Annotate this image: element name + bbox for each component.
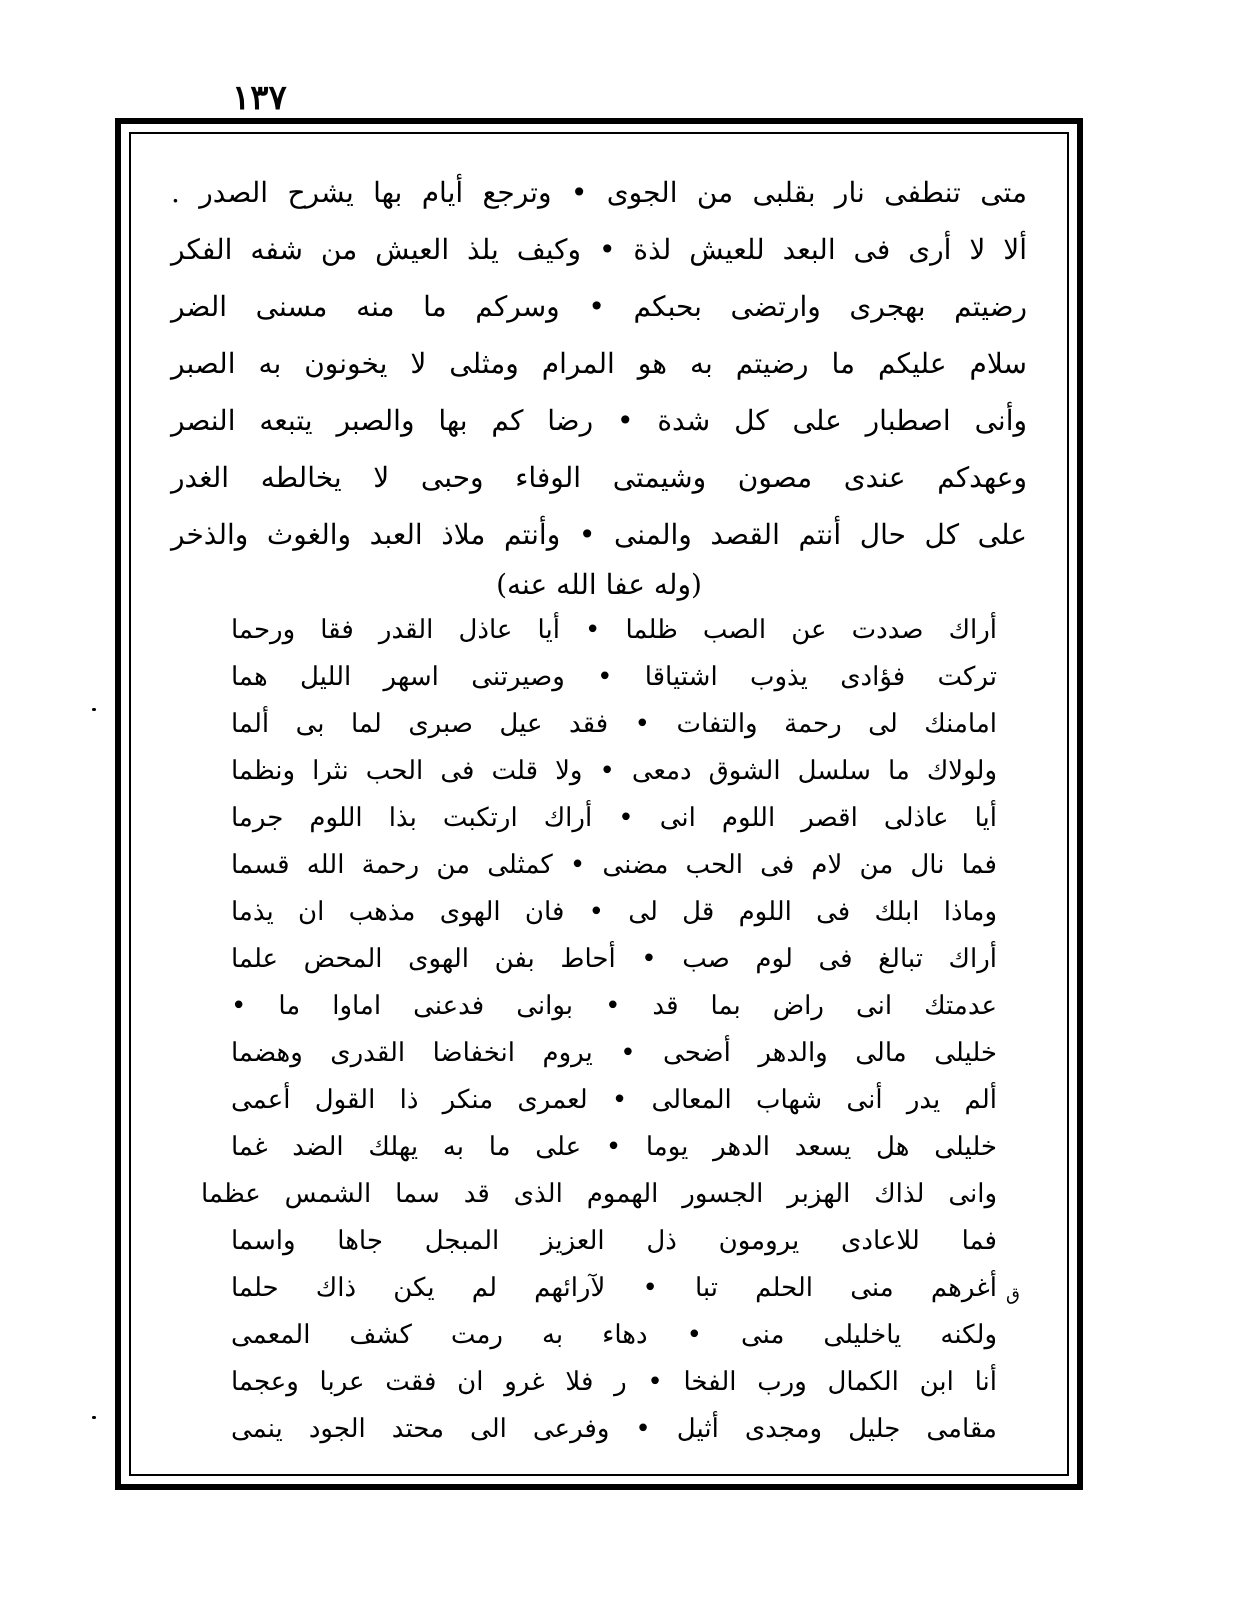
- verse-line: عدمتك انى راض بما قد • بوانى فدعنى اماوا ما •: [231, 991, 997, 1021]
- verse-line: أيا عاذلى اقصر اللوم انى • أراك ارتكبت بذا اللوم جرما: [231, 803, 997, 833]
- scan-speck: [92, 1416, 96, 1419]
- poem-verses: [171, 607, 1027, 1453]
- page-border-inner: [129, 132, 1069, 1476]
- verse-line: ولولاك ما سلسل الشوق دمعى • ولا قلت فى الحب نثرا ونظما: [231, 756, 997, 786]
- verse-line: أراك صددت عن الصب ظلما • أيا عاذل القدر فقا ورحما: [231, 615, 997, 645]
- verse-line: أنا ابن الكمال ورب الفخا • ر فلا غرو ان فقت عربا وعجما: [231, 1367, 997, 1397]
- prose-line: رضيتم بهجرى وارتضى بحبكم • وسركم ما منه مسنى الضر: [171, 290, 1027, 323]
- page-border: [115, 118, 1083, 1490]
- verse-line: وانى لذاك الهزبر الجسور الهموم الذى قد سما الشمس عظما: [201, 1179, 997, 1209]
- page-content: [171, 164, 1027, 1444]
- verse-line: خليلى مالى والدهر أضحى • يروم انخفاضا القدرى وهضما: [231, 1038, 997, 1068]
- verse-line: ولكنه ياخليلى منى • دهاء به رمت كشف المعمى: [231, 1320, 997, 1350]
- verse-line: أغرهم منى الحلم تبا • لآرائهم لم يكن ذاك حلما: [231, 1273, 997, 1303]
- prose-line: سلام عليكم ما رضيتم به هو المرام ومثلى لا يخونون به الصبر: [171, 347, 1027, 380]
- margin-note: ق: [1006, 1284, 1020, 1305]
- prose-line: متى تنطفى نار بقلبى من الجوى • وترجع أيام بها يشرح الصدر .: [171, 176, 1027, 209]
- verse-line: أراك تبالغ فى لوم صب • أحاط بفن الهوى المحض علما: [231, 944, 997, 974]
- verse-line: امامنك لى رحمة والتفات • فقد عيل صبرى لما بى ألما: [231, 709, 997, 739]
- verse-line: تركت فؤادى يذوب اشتياقا • وصيرتنى اسهر الليل هما: [231, 662, 997, 692]
- prose-line: على كل حال أنتم القصد والمنى • وأنتم ملاذ العبد والغوث والذخر: [171, 518, 1027, 551]
- prose-line: وعهدكم عندى مصون وشيمتى الوفاء وحبى لا يخالطه الغدر: [171, 461, 1027, 494]
- page-number: ١٣٧: [232, 78, 287, 118]
- verse-line: ألم يدر أنى شهاب المعالى • لعمرى منكر ذا القول أعمى: [231, 1085, 997, 1115]
- verse-line: خليلى هل يسعد الدهر يوما • على ما به يهلك الضد غما: [231, 1132, 997, 1162]
- verse-line: وماذا ابلك فى اللوم قل لى • فان الهوى مذهب ان يذما: [231, 897, 997, 927]
- section-heading: (وله عفا الله عنه): [496, 568, 702, 601]
- verse-line: فما للاعادى يرومون ذل العزيز المبجل جاها واسما: [231, 1226, 997, 1256]
- scan-speck: [92, 708, 96, 711]
- verse-line: مقامى جليل ومجدى أثيل • وفرعى الى محتد الجود ينمى: [231, 1414, 997, 1444]
- prose-block: [171, 164, 1027, 563]
- prose-line: وأنى اصطبار على كل شدة • رضا كم بها والصبر يتبعه النصر: [171, 404, 1027, 437]
- verse-line: فما نال من لام فى الحب مضنى • كمثلى من رحمة الله قسما: [231, 850, 997, 880]
- prose-line: ألا لا أرى فى البعد للعيش لذة • وكيف يلذ العيش من شفه الفكر: [171, 233, 1027, 266]
